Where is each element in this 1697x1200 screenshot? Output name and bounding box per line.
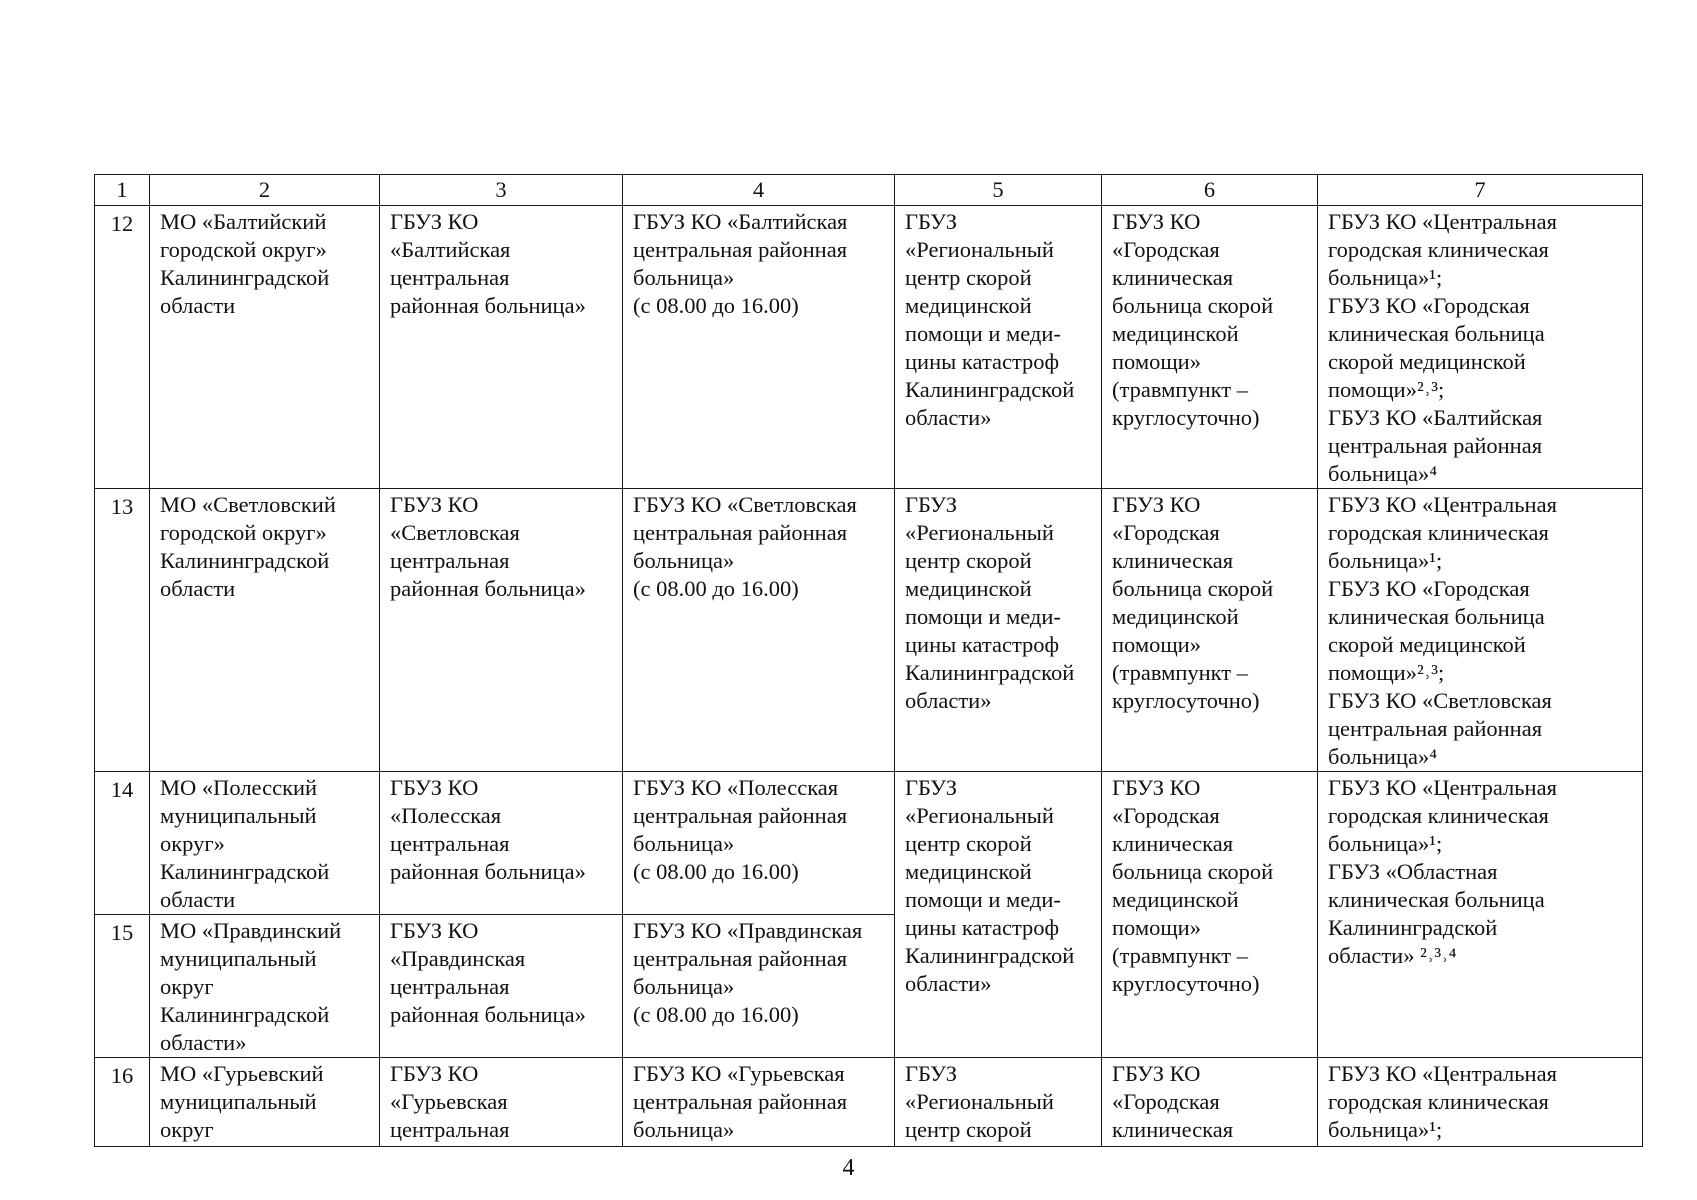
municipality-cell: МО «Гурьевский муниципальный округ xyxy=(150,1058,380,1147)
daytime-care-cell: ГБУЗ КО «Светловская центральная районная больница» (с 08.00 до 16.00) xyxy=(623,489,895,772)
daytime-care-cell: ГБУЗ КО «Балтийская центральная районная больница» (с 08.00 до 16.00) xyxy=(623,206,895,489)
emergency-center-cell: ГБУЗ «Региональный центр скорой медицинской помощи и меди- цины катастроф Калининградской области» xyxy=(895,489,1102,772)
municipality-cell: МО «Светловский городской округ» Калининградской области xyxy=(150,489,380,772)
hospital-cell: ГБУЗ КО «Правдинская центральная районная больница» xyxy=(380,915,623,1058)
row-number: 12 xyxy=(95,206,150,489)
column-header-3: 3 xyxy=(380,175,623,206)
page-number: 4 xyxy=(842,1155,855,1181)
daytime-care-cell: ГБУЗ КО «Гурьевская центральная районная больница» xyxy=(623,1058,895,1147)
emergency-center-cell: ГБУЗ «Региональный центр скорой медицинской помощи и меди- цины катастроф Калининградской области» xyxy=(895,206,1102,489)
municipality-cell: МО «Правдинский муниципальный округ Калининградской области» xyxy=(150,915,380,1058)
trauma-center-cell: ГБУЗ КО «Городская клиническая больница скорой медицинской помощи» (травмпункт – круглосуточно) xyxy=(1102,772,1318,1058)
row-number: 16 xyxy=(95,1058,150,1147)
municipality-cell: МО «Балтийский городской округ» Калининградской области xyxy=(150,206,380,489)
referral-hospitals-cell: ГБУЗ КО «Центральная городская клиническая больница»¹; xyxy=(1318,1058,1643,1147)
hospital-cell: ГБУЗ КО «Полесская центральная районная больница» xyxy=(380,772,623,915)
municipality-cell: МО «Полесский муниципальный округ» Калининградской области xyxy=(150,772,380,915)
table-row xyxy=(95,772,1643,915)
daytime-care-cell: ГБУЗ КО «Полесская центральная районная больница» (с 08.00 до 16.00) xyxy=(623,772,895,915)
row-number: 13 xyxy=(95,489,150,772)
referral-hospitals-cell: ГБУЗ КО «Центральная городская клиническая больница»¹; ГБУЗ КО «Городская клиническая больница скорой медицинской помощи»²˒³; ГБУЗ КО «Балтийская центральная районная больница»⁴ xyxy=(1318,206,1643,489)
trauma-center-cell: ГБУЗ КО «Городская клиническая больница скорой медицинской помощи» (травмпункт – круглосуточно) xyxy=(1102,206,1318,489)
hospital-cell: ГБУЗ КО «Светловская центральная районная больница» xyxy=(380,489,623,772)
column-header-5: 5 xyxy=(895,175,1102,206)
table-row xyxy=(95,206,1643,489)
hospital-routing-table xyxy=(94,174,1643,1147)
emergency-center-cell: ГБУЗ «Региональный центр скорой xyxy=(895,1058,1102,1147)
referral-hospitals-cell: ГБУЗ КО «Центральная городская клиническая больница»¹; ГБУЗ КО «Городская клиническая больница скорой медицинской помощи»²˒³; ГБУЗ КО «Светловская центральная районная больница»⁴ xyxy=(1318,489,1643,772)
emergency-center-cell: ГБУЗ «Региональный центр скорой медицинской помощи и меди- цины катастроф Калининградской области» xyxy=(895,772,1102,1058)
hospital-cell: ГБУЗ КО «Балтийская центральная районная больница» xyxy=(380,206,623,489)
row-number: 15 xyxy=(95,915,150,1058)
table-row xyxy=(95,1058,1643,1147)
column-header-1: 1 xyxy=(95,175,150,206)
column-header-6: 6 xyxy=(1102,175,1318,206)
referral-hospitals-cell: ГБУЗ КО «Центральная городская клиническая больница»¹; ГБУЗ «Областная клиническая больница Калининградской области» ²˒³˒⁴ xyxy=(1318,772,1643,1058)
table-row xyxy=(95,489,1643,772)
column-number-row xyxy=(95,175,1643,206)
daytime-care-cell: ГБУЗ КО «Правдинская центральная районная больница» (с 08.00 до 16.00) xyxy=(623,915,895,1058)
column-header-4: 4 xyxy=(623,175,895,206)
trauma-center-cell: ГБУЗ КО «Городская клиническая больница скорой медицинской помощи» (травмпункт – круглосуточно) xyxy=(1102,489,1318,772)
row-number: 14 xyxy=(95,772,150,915)
column-header-2: 2 xyxy=(150,175,380,206)
trauma-center-cell: ГБУЗ КО «Городская клиническая xyxy=(1102,1058,1318,1147)
hospital-cell: ГБУЗ КО «Гурьевская центральная xyxy=(380,1058,623,1147)
column-header-7: 7 xyxy=(1318,175,1643,206)
